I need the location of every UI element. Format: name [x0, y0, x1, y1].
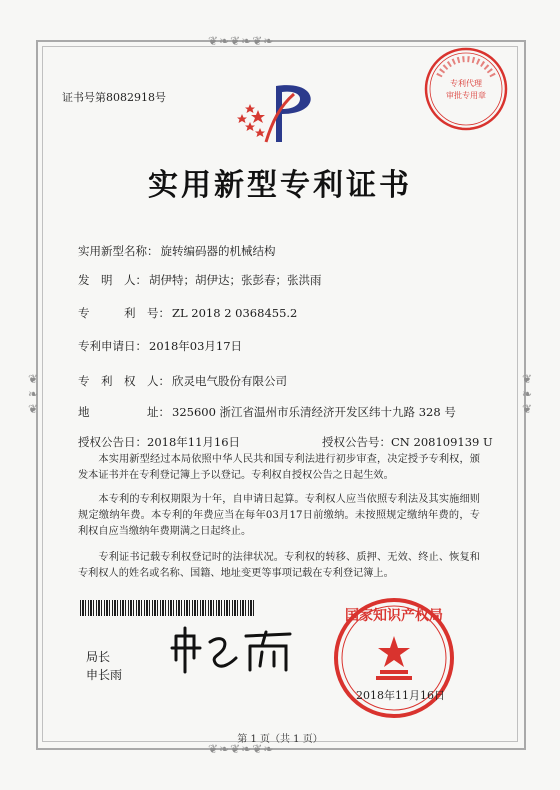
grant-date-label: 授权公告日：: [78, 435, 147, 449]
field-utility-name: [78, 243, 276, 259]
seal-date: 2018年11月16日: [356, 689, 445, 702]
field-label: 实用新型名称：: [78, 244, 159, 258]
field-patentee: [78, 373, 287, 389]
certificate-number: [62, 89, 166, 105]
bottom-ornament: ❦❧❦❧❦❧: [208, 742, 275, 756]
svg-text:专利代理: 专利代理: [450, 79, 482, 88]
grant-date: [78, 434, 240, 450]
field-value: 胡伊特；胡伊达；张彭春；张洪雨: [149, 273, 322, 287]
field-value: ZL 2018 2 0368455.2: [172, 306, 298, 320]
agency-seal-icon: [423, 46, 509, 132]
grant-date-value: 2018年11月16日: [147, 435, 241, 449]
field-application-date: [78, 338, 242, 354]
svg-text:审批专用章: 审批专用章: [446, 91, 486, 100]
barcode: [80, 600, 256, 616]
certificate-number-value: 8082918: [106, 91, 155, 104]
field-label: 发 明 人：: [78, 273, 147, 287]
paragraph: 本专利的专利权期限为十年，自申请日起算。专利权人应当依照专利法及其实施细则规定缴纳年费。本专利的年费应当在每年03月17日前缴纳。未按照规定缴纳年费的，专利权自应当缴纳年费期满之日起终止。: [78, 494, 480, 537]
paragraph: 本实用新型经过本局依照中华人民共和国专利法进行初步审查，决定授予专利权，颁发本证书并在专利登记簿上予以登记。专利权自授权公告之日起生效。: [78, 454, 480, 481]
field-inventors: [78, 272, 322, 288]
paragraph: 专利证书记载专利权登记时的法律状况。专利权的转移、质押、无效、终止、恢复和专利权人的姓名或名称、国籍、地址变更等事项记载在专利登记簿上。: [78, 552, 480, 579]
top-ornament: ❦❧❦❧❦❧: [208, 34, 275, 48]
bureau-name: 申长雨: [86, 668, 123, 682]
certificate-number-label: 证书号第: [62, 91, 106, 104]
certificate-title: 实用新型专利证书: [148, 168, 412, 203]
grant-number-value: CN 208109139 U: [391, 435, 493, 449]
cnipa-logo-icon: [236, 82, 328, 146]
field-address: [78, 404, 456, 420]
seal-text: 国家知识产权局: [345, 608, 443, 624]
grant-number: [322, 434, 493, 450]
field-patent-number: [78, 305, 297, 321]
right-ornament: ❦❧❦: [520, 372, 534, 417]
signature-icon: [170, 622, 310, 678]
field-label: 专 利 号：: [78, 306, 170, 320]
certificate-number-suffix: 号: [155, 91, 166, 104]
field-value: 2018年03月17日: [149, 339, 243, 353]
bureau-title: 局长: [86, 650, 111, 664]
field-value: 325600 浙江省温州市乐清经济开发区纬十九路 328 号: [172, 405, 456, 419]
page-footer: 第 1 页（共 1 页）: [237, 734, 323, 745]
field-label: 专 利 权 人：: [78, 374, 170, 388]
left-ornament: ❦❧❦: [26, 372, 40, 417]
field-label: 专利申请日：: [78, 339, 147, 353]
field-value: 欣灵电气股份有限公司: [172, 374, 287, 388]
field-value: 旋转编码器的机械结构: [160, 244, 276, 258]
grant-number-label: 授权公告号：: [322, 435, 391, 449]
field-label: 地 址：: [78, 405, 170, 419]
